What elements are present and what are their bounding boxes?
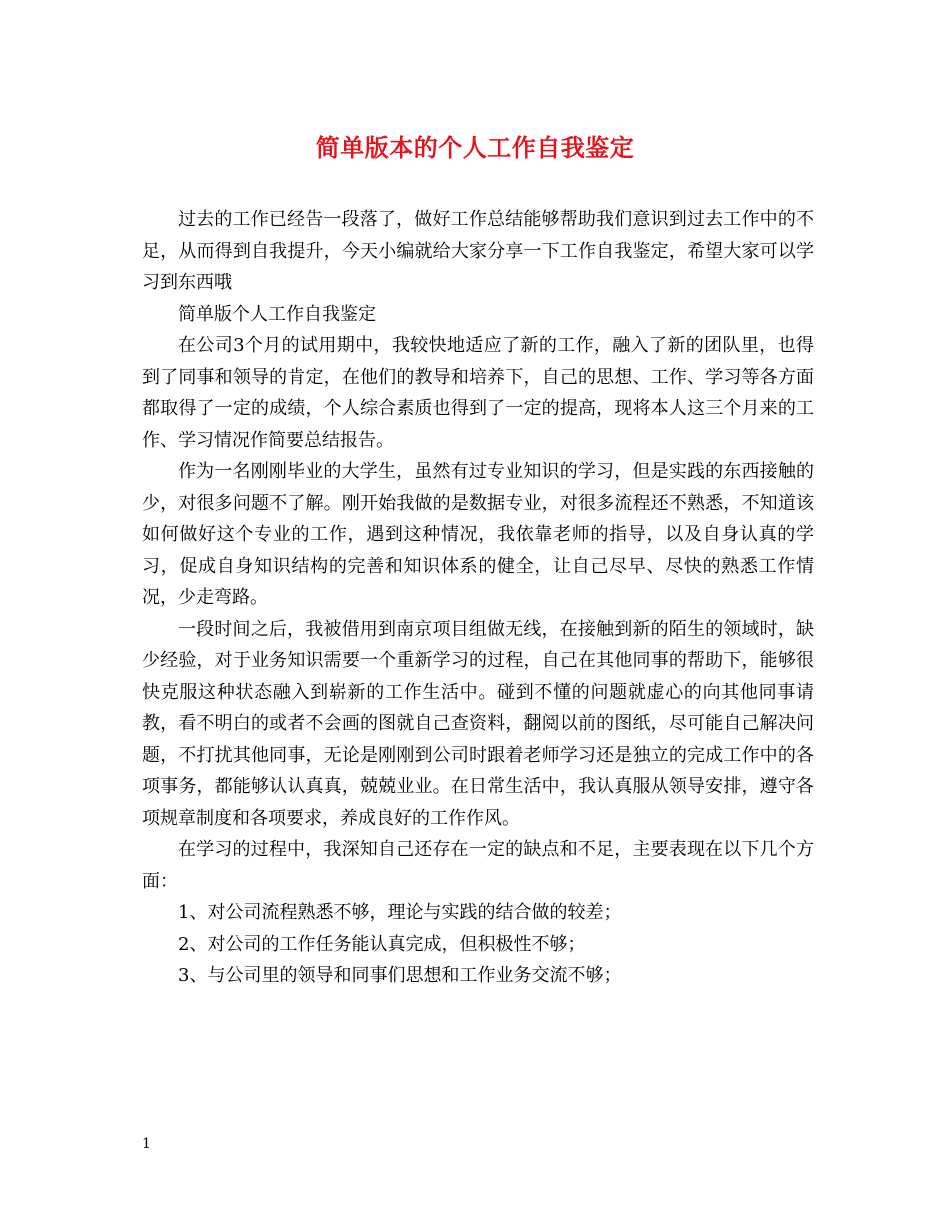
list-item-shortcoming-2: 2、对公司的工作任务能认真完成，但积极性不够；: [178, 933, 586, 955]
paragraph-graduate: 作为一名刚刚毕业的大学生，虽然有过专业知识的学习，但是实践的东西接触的少，对很多问题不了解。刚开始我做的是数据专业，对很多流程还不熟悉，不知道该如何做好这个专业的工作，遇到这种情况，我依靠老师的指导，以及自身认真的学习，促成自身知识结构的完善和知识体系的健全，让自己尽早、尽快的熟悉工作情况，少走弯路。: [142, 461, 814, 608]
page-number: 1: [142, 1136, 151, 1152]
paragraph-shortcomings: 在学习的过程中，我深知自己还存在一定的缺点和不足，主要表现在以下几个方面：: [142, 839, 814, 892]
document-body: [142, 204, 814, 992]
paragraph-nanjing-project: 一段时间之后，我被借用到南京项目组做无线，在接触到新的陌生的领域时，缺少经验，对于业务知识需要一个重新学习的过程，自己在其他同事的帮助下，能够很快克服这种状态融入到崭新的工作生活中。碰到不懂的问题就虚心的向其他同事请教，看不明白的或者不会画的图就自己查资料，翻阅以前的图纸，尽可能自己解决问题，不打扰其他同事，无论是刚刚到公司时跟着老师学习还是独立的完成工作中的各项事务，都能够认认真真，兢兢业业。在日常生活中，我认真服从领导安排，遵守各项规章制度和各项要求，养成良好的工作作风。: [142, 618, 814, 829]
paragraph-subtitle: 简单版个人工作自我鉴定: [178, 303, 376, 325]
document-title: 简单版本的个人工作自我鉴定: [315, 133, 635, 162]
list-item-shortcoming-1: 1、对公司流程熟悉不够，理论与实践的结合做的较差；: [178, 902, 622, 923]
paragraph-probation: 在公司3个月的试用期中，我较快地适应了新的工作，融入了新的团队里，也得到了同事和领导的肯定，在他们的教导和培养下，自己的思想、工作、学习等各方面都取得了一定的成绩，个人综合素质也得到了一定的提高，现将本人这三个月来的工作、学习情况作简要总结报告。: [142, 335, 814, 451]
paragraph-intro: 过去的工作已经告一段落了，做好工作总结能够帮助我们意识到过去工作中的不足，从而得到自我提升，今天小编就给大家分享一下工作自我鉴定，希望大家可以学习到东西哦: [142, 209, 814, 293]
list-item-shortcoming-3: 3、与公司里的领导和同事们思想和工作业务交流不够；: [178, 965, 622, 986]
